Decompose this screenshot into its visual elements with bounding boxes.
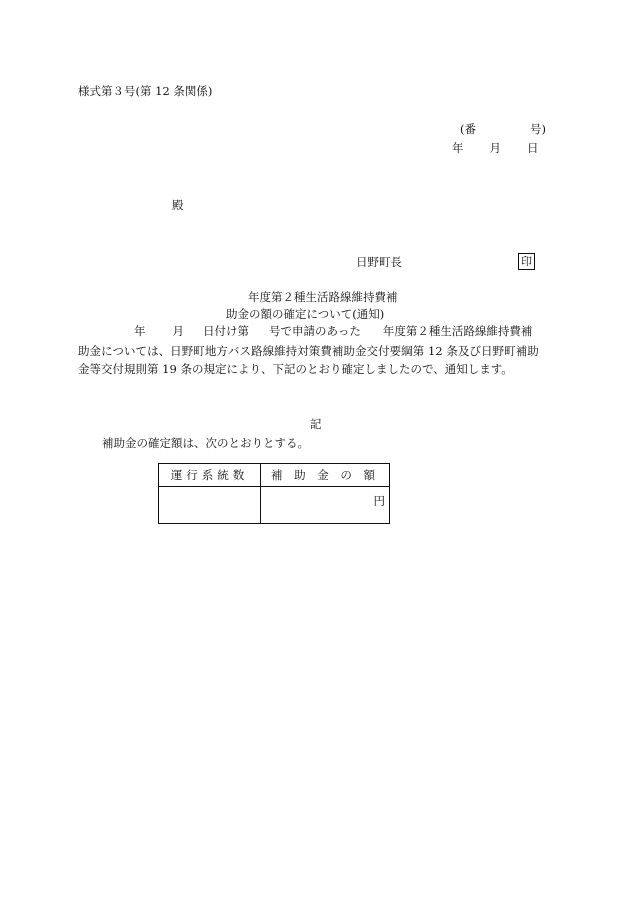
body-line1 (78, 326, 532, 338)
table-header-row (159, 464, 390, 487)
recipient-honorific: 殿 (172, 198, 184, 212)
record-intro: 補助金の確定額は、次のとおりとする。 (102, 436, 309, 450)
cell-amount-unit: 円 (261, 487, 390, 524)
document-title-line1: 年度第２種生活路線維持費補 (248, 290, 398, 304)
body-year-label: 年 (134, 324, 146, 338)
body-month-label: 月 (172, 324, 184, 338)
cell-route-count (159, 487, 261, 524)
form-number: 様式第３号(第 12 条関係) (78, 84, 213, 98)
amount-table (158, 463, 390, 524)
seal-mark: 印 (518, 253, 535, 270)
body-line2: 助金については、日野町地方バス路線維持対策費補助金交付要綱第 12 条及び日野町補助 (78, 344, 539, 358)
date-year-label: 年 (452, 141, 464, 155)
document-number (460, 124, 546, 136)
header-subsidy-amount: 補 助 金 の 額 (261, 464, 390, 487)
issuer-name: 日野町長 (356, 255, 402, 269)
table-row (159, 487, 390, 524)
header-route-count: 運行系統数 (159, 464, 261, 487)
date-day-label: 日 (527, 141, 539, 155)
date-month-label: 月 (489, 141, 501, 155)
document-title-line2: 助金の額の確定について(通知) (226, 307, 385, 321)
body-dated-label: 日付け第 (203, 324, 249, 338)
body-fiscal-label: 年度第２種生活路線維持費補 (382, 324, 533, 338)
document-date (452, 143, 539, 155)
document-number-open: (番 (460, 122, 476, 136)
body-line3: 金等交付規則第 19 条の規定により、下記のとおり確定しましたので、通知します。 (78, 362, 513, 376)
record-heading: 記 (310, 417, 322, 431)
document-number-close: 号) (530, 122, 546, 136)
body-applied-label: 号で申請のあった (269, 324, 361, 338)
